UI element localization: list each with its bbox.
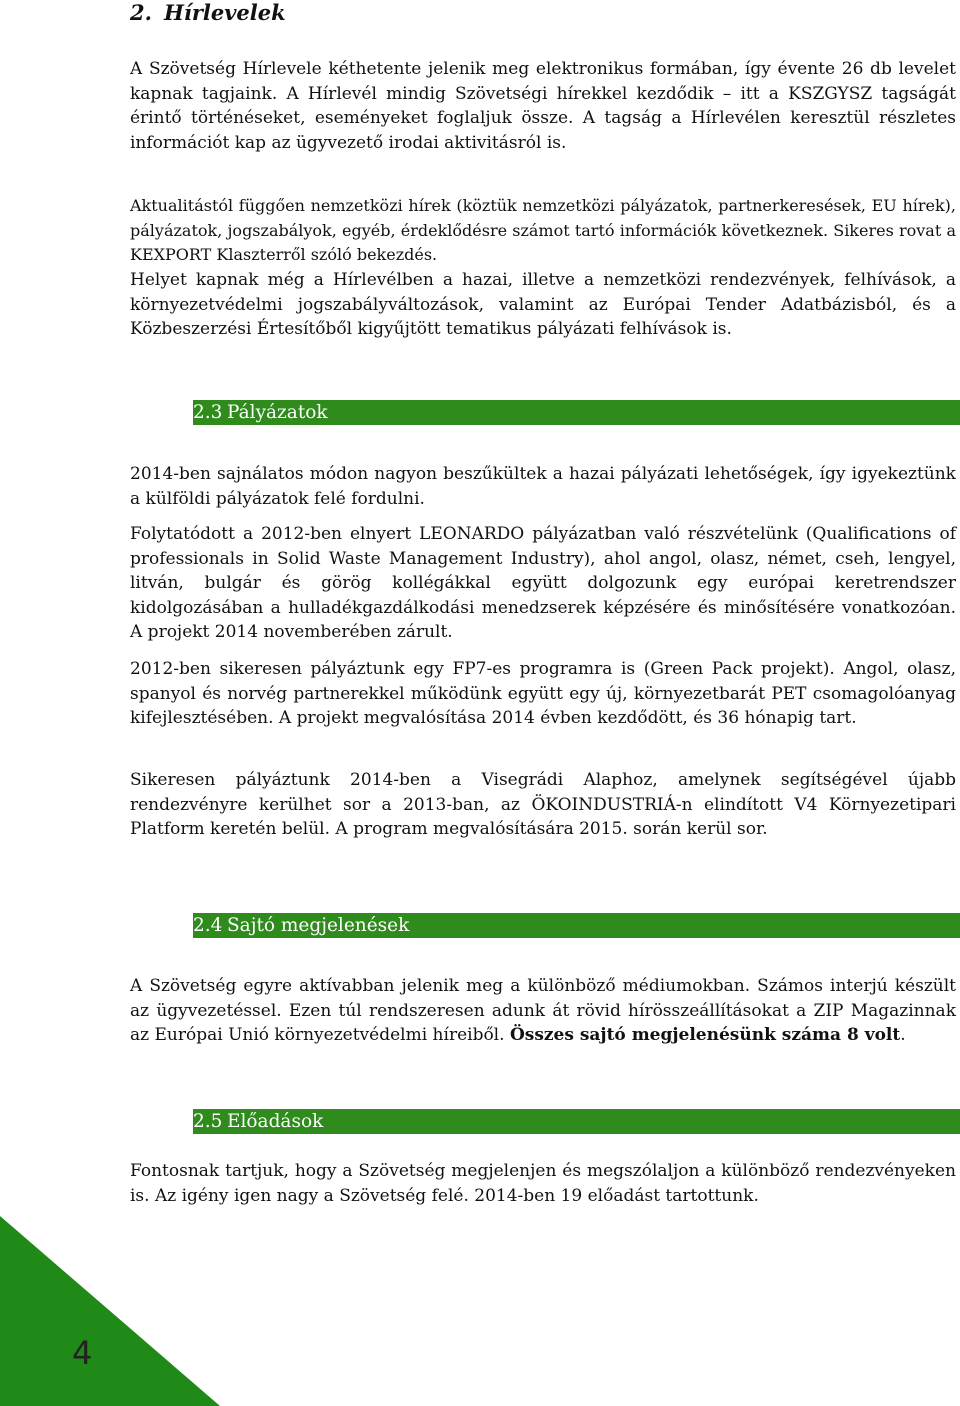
section-number: 2.5 <box>193 1111 223 1132</box>
corner-decoration <box>0 1216 220 1406</box>
paragraph-newsletter-topics: Aktualitástól függően nemzetközi hírek (köztük nemzetközi pályázatok, partnerkeresések, EU hírek), pályázatok, jogszabályok, egyéb, érdeklődésre számot tartó információk következnek. Sikeres rovat a KEXPORT Klaszterről szóló bekezdés. <box>130 196 956 264</box>
paragraph-visegrad: Sikeresen pályáztunk 2014-ben a Visegrádi Alaphoz, amelynek segítségével újabb rendezvényre kerülhet sor a 2013-ban, az ÖKOINDUSTRIÁ-n elindított V4 Környezetipari Platform keretén belül. A program megvalósítására 2015. során kerül sor. <box>130 770 956 840</box>
page-number: 4 <box>72 1334 93 1372</box>
section-heading-eloadasok <box>193 1109 960 1134</box>
paragraph-leonardo: Folytatódott a 2012-ben elnyert LEONARDO pályázatban való részvételünk (Qualifications of professionals in Solid Waste Management Industry), ahol angol, olasz, német, cseh, lengyel, litván, bulgár és görög kollégákkal együtt dolgozunk egy európai keretrendszer kidolgozásában a hulladékgazdálkodási menedzserek képzésére és minősítésére vonatkozóan. A projekt 2014 novemberében zárult. <box>130 524 956 643</box>
press-text: A Szövetség egyre aktívabban jelenik meg a különböző médiumokban. Számos interjú készült az ügyvezetéssel. Ezen túl rendszeresen adunk át rövid hírösszeállításokat a ZIP Magazinnak az Európai Unió környezetvédelmi híreiből. <box>130 976 956 1046</box>
paragraph-newsletter-events: Helyet kapnak még a Hírlevélben a hazai, illetve a nemzetközi rendezvények, felhívások, a környezetvédelmi jogszabályváltozások, valamint az Európai Tender Adatbázisból, és a Közbeszerzési Értesítőből kigyűjtött tematikus pályázati felhívások is. <box>130 270 956 340</box>
section-heading-hirlevelek <box>130 0 286 25</box>
paragraph-presentations: Fontosnak tartjuk, hogy a Szövetség megjelenjen és megszólaljon a különböző rendezvényeken is. Az igény igen nagy a Szövetség felé. 2014-ben 19 előadást tartottunk. <box>130 1161 956 1206</box>
press-end: . <box>900 1025 906 1046</box>
press-count-bold: Összes sajtó megjelenésünk száma 8 volt <box>509 1025 901 1046</box>
section-title: Hírlevelek <box>164 0 286 25</box>
section-title: Sajtó megjelenések <box>227 915 410 936</box>
section-number: 2.3 <box>193 402 223 423</box>
paragraph-grants-2014: 2014-ben sajnálatos módon nagyon beszűkültek a hazai pályázati lehetőségek, így igyekeztünk a külföldi pályázatok felé fordulni. <box>130 464 956 509</box>
paragraph-newsletter-intro: A Szövetség Hírlevele kéthetente jelenik meg elektronikus formában, így évente 26 db levelet kapnak tagjaink. A Hírlevél mindig Szövetségi hírekkel kezdődik – itt a KSZGYSZ tagságát érintő történéseket, eseményeket foglaljuk össze. A tagság a Hírlevélen keresztül részletes információt kap az ügyvezető irodai aktivitásról is. <box>130 59 956 153</box>
section-heading-sajto <box>193 913 960 938</box>
section-title: Pályázatok <box>227 402 328 423</box>
paragraph-fp7: 2012-ben sikeresen pályáztunk egy FP7-es programra is (Green Pack projekt). Angol, olasz, spanyol és norvég partnerekkel működünk együtt egy új, környezetbarát PET csomagolóanyag kifejlesztésében. A projekt megvalósítása 2014 évben kezdődött, és 36 hónapig tart. <box>130 659 956 729</box>
paragraph-press <box>130 974 956 1048</box>
section-heading-palyazatok <box>193 400 960 425</box>
section-number: 2. <box>130 0 152 25</box>
corner-triangle <box>0 1216 220 1406</box>
section-title: Előadások <box>227 1111 324 1132</box>
section-number: 2.4 <box>193 915 223 936</box>
